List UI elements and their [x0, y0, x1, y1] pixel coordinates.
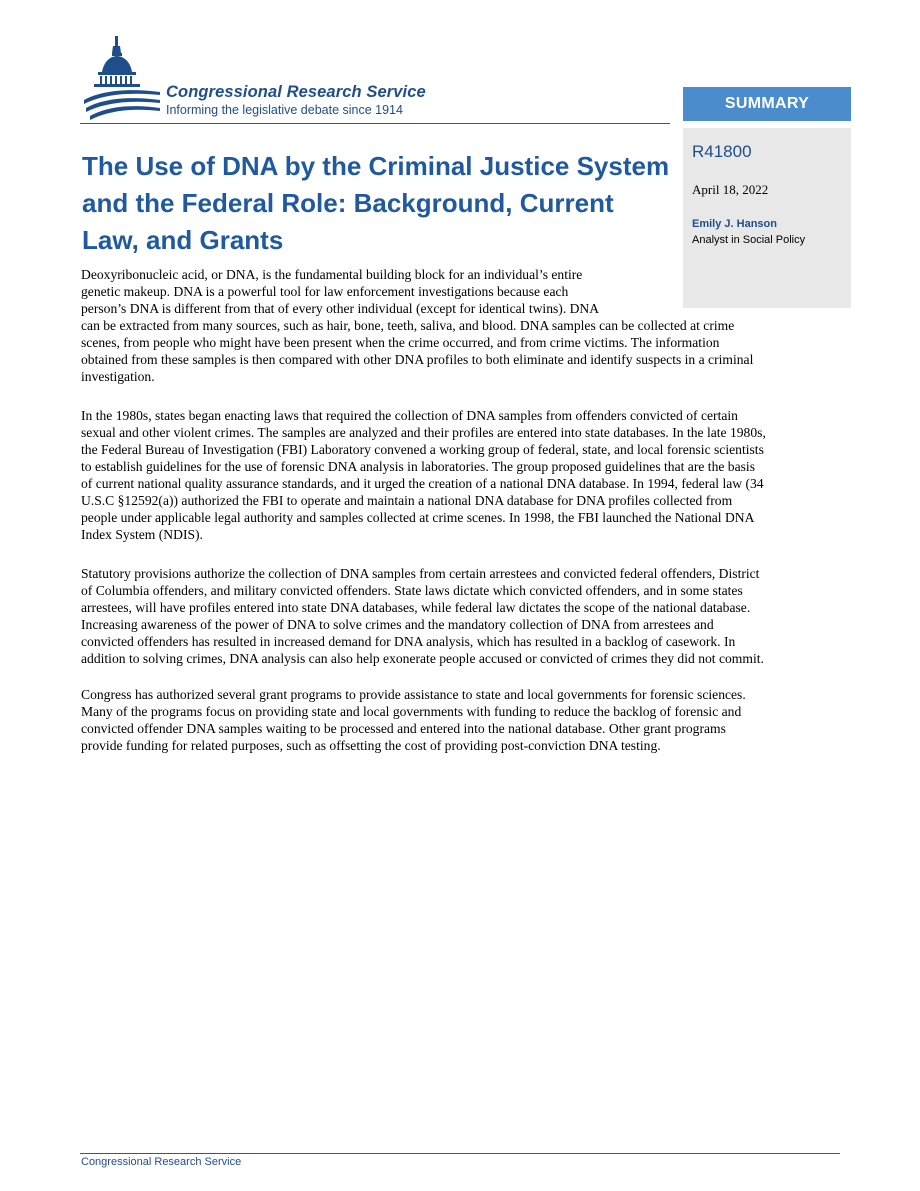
crs-logo	[80, 34, 480, 124]
report-id: R41800	[692, 142, 752, 161]
text-line: In the 1980s, states began enacting laws that required the collection of DNA samples from offenders convicted of certain	[81, 408, 738, 423]
author-title: Analyst in Social Policy	[692, 234, 806, 246]
text-line: person’s DNA is different from that of every other individual (except for identical twins). DNA	[81, 301, 600, 316]
summary-paragraph-4	[81, 686, 746, 754]
footer-org-name: Congressional Research Service	[81, 1156, 242, 1168]
org-name: Congressional Research Service	[166, 83, 426, 101]
text-line: Increasing awareness of the power of DNA to solve crimes and the mandatory collection of DNA from arrestees and	[81, 617, 714, 632]
text-line: U.S.C §12592(a)) authorized the FBI to operate and maintain a national DNA database for DNA profiles collected from	[81, 493, 733, 508]
text-line: people under applicable legal authority and samples collected at crime scenes. In 1998, the FBI launched the National DNA	[81, 510, 755, 525]
text-line: provide funding for related purposes, such as offsetting the cost of providing post-conviction DNA testing.	[81, 738, 661, 753]
text-line: of Columbia offenders, and military convicted offenders. State laws dictate which convicted offenders, and in some states	[81, 583, 743, 598]
title-line: The Use of DNA by the Criminal Justice System	[82, 151, 670, 181]
summary-paragraph-1	[81, 266, 753, 385]
capitol-dome-icon	[82, 34, 162, 120]
summary-paragraph-2	[81, 407, 766, 543]
text-line: scenes, from people who might have been present when the crime occurred, and from crime victims. The information	[81, 335, 720, 350]
title-line: and the Federal Role: Background, Current	[82, 188, 614, 218]
text-line: sexual and other violent crimes. The samples are analyzed and their profiles are entered into state databases. In the late 1980s,	[81, 425, 766, 440]
text-line: Statutory provisions authorize the collection of DNA samples from certain arrestees and convicted federal offenders, District	[81, 566, 760, 581]
summary-tab: SUMMARY	[683, 87, 851, 121]
text-line: genetic makeup. DNA is a powerful tool for law enforcement investigations because each	[81, 284, 569, 299]
text-line: Index System (NDIS).	[81, 527, 203, 542]
report-date: April 18, 2022	[692, 182, 769, 197]
text-line: convicted offenders has resulted in increased demand for DNA analysis, which has resulted in a backlog of casework. In	[81, 634, 736, 649]
title-line: Law, and Grants	[82, 225, 284, 255]
text-line: Congress has authorized several grant programs to provide assistance to state and local governments for forensic sciences.	[81, 687, 746, 702]
footer-divider	[80, 1153, 840, 1154]
header-divider	[80, 123, 670, 124]
text-line: addition to solving crimes, DNA analysis can also help exonerate people accused or convicted of crimes they did not commit.	[81, 651, 764, 666]
text-line: can be extracted from many sources, such as hair, bone, teeth, saliva, and blood. DNA samples can be collected at crime	[81, 318, 735, 333]
page-title	[82, 148, 682, 259]
text-line: to establish guidelines for the use of forensic DNA analysis in laboratories. The group proposed guidelines that are the basis	[81, 459, 755, 474]
text-line: the Federal Bureau of Investigation (FBI) Laboratory convened a working group of federal, state, and local forensic scientists	[81, 442, 764, 457]
text-line: Many of the programs focus on providing state and local governments with funding to reduce the backlog of forensic and	[81, 704, 742, 719]
text-line: of current national quality assurance standards, and it urged the creation of a national DNA database. In 1994, federal law (34	[81, 476, 764, 491]
summary-paragraph-3	[81, 565, 764, 667]
text-line: Deoxyribonucleic acid, or DNA, is the fundamental building block for an individual’s entire	[81, 267, 583, 282]
author-name: Emily J. Hanson	[692, 218, 777, 230]
text-line: obtained from these samples is then compared with other DNA profiles to both eliminate and identify suspects in a criminal	[81, 352, 754, 367]
text-line: convicted offender DNA samples waiting to be processed and entered into the national database. Other grant programs	[81, 721, 726, 736]
text-line: investigation.	[81, 369, 155, 384]
text-line: arrestees, will have profiles entered into state DNA databases, while federal law dictates the scope of the national database.	[81, 600, 751, 615]
org-tagline: Informing the legislative debate since 1914	[166, 103, 403, 117]
